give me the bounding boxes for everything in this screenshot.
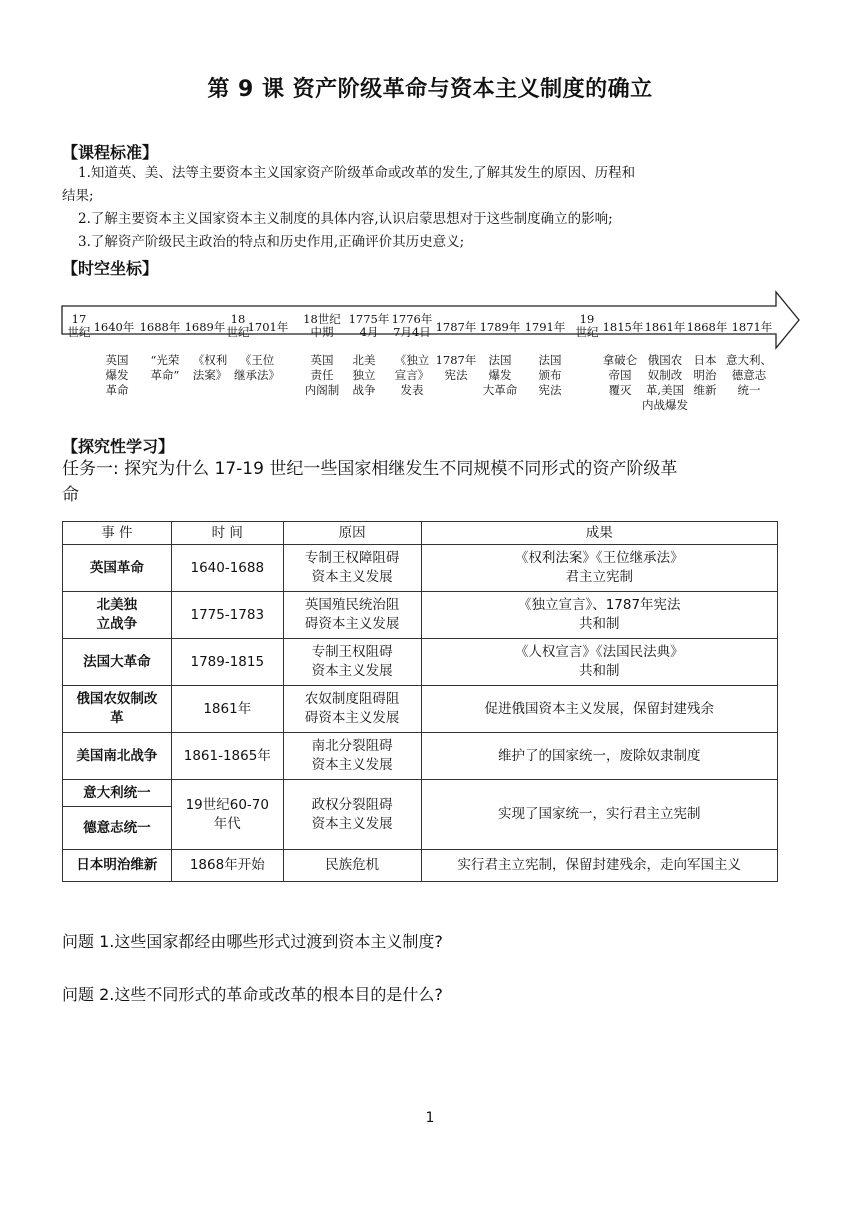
timeline-heading: 【时空坐标】 xyxy=(62,259,159,278)
cell-cause: 民族危机 xyxy=(283,850,421,882)
cell-cause: 专制王权障阻碍 资本主义发展 xyxy=(283,545,421,592)
page-title: 第 9 课 资产阶级革命与资本主义制度的确立 xyxy=(207,77,653,102)
cell-cause: 农奴制度阻碍阻 碍资本主义发展 xyxy=(283,686,421,733)
cell-result: 维护了的国家统一，废除奴隶制度 xyxy=(421,733,777,780)
timeline-year: 1688年 xyxy=(139,320,181,334)
task-one-line1: 任务一: 探究为什么 17-19 世纪一些国家相继发生不同规模不同形式的资产阶级革 xyxy=(62,459,678,479)
cell-result: 实现了国家统一，实行君主立宪制 xyxy=(421,780,777,850)
table-row xyxy=(63,850,778,882)
timeline-year: 1776年 7月4日 xyxy=(391,312,433,339)
timeline-event: 意大利、 德意志 统一 xyxy=(726,353,772,397)
cell-result: 《独立宣言》、1787年宪法 共和制 xyxy=(421,592,777,639)
cell-event: 意大利统一 xyxy=(63,780,172,807)
cell-event: 法国大革命 xyxy=(63,639,172,686)
timeline-year: 1815年 xyxy=(602,320,644,334)
standard-item-2: 2.了解主要资本主义国家资本主义制度的具体内容,认识启蒙思想对于这些制度确立的影响; xyxy=(78,211,613,227)
cell-result: 《人权宣言》《法国民法典》 共和制 xyxy=(421,639,777,686)
timeline-event: 俄国农 奴制改 革,美国 内战爆发 xyxy=(642,353,688,412)
table-row xyxy=(63,592,778,639)
events-table xyxy=(62,521,778,882)
cell-time: 19世纪60-70 年代 xyxy=(171,780,283,850)
timeline-year: 17 世纪 xyxy=(67,312,91,339)
task-one-line2: 命 xyxy=(62,485,79,505)
timeline-year: 1871年 xyxy=(731,320,773,334)
standard-item-1: 1.知道英、美、法等主要资本主义国家资产阶级革命或改革的发生,了解其发生的原因、历程和 xyxy=(78,165,636,181)
inquiry-heading: 【探究性学习】 xyxy=(62,437,175,456)
timeline-event: 《独立 宣言》 发表 xyxy=(394,353,430,397)
timeline-event: “光荣 革命” xyxy=(150,353,180,382)
cell-event: 德意志统一 xyxy=(63,807,172,850)
header-event: 事 件 xyxy=(63,522,172,545)
cell-event: 美国南北战争 xyxy=(63,733,172,780)
page-number: 1 xyxy=(425,1110,435,1126)
timeline-year: 1689年 xyxy=(184,320,226,334)
table-header-row xyxy=(63,522,778,545)
cell-cause: 英国殖民统治阻 碍资本主义发展 xyxy=(283,592,421,639)
timeline-year: 18 世纪 xyxy=(226,312,250,339)
table-row xyxy=(63,780,778,807)
table-row xyxy=(63,686,778,733)
cell-time: 1868年开始 xyxy=(171,850,283,882)
cell-time: 1861年 xyxy=(171,686,283,733)
timeline-year: 1640年 xyxy=(93,320,135,334)
cell-time: 1640-1688 xyxy=(171,545,283,592)
timeline-year: 1861年 xyxy=(644,320,686,334)
cell-event: 俄国农奴制改 革 xyxy=(63,686,172,733)
timeline-event: 日本 明治 维新 xyxy=(693,353,717,397)
standard-item-3: 3.了解资产阶级民主政治的特点和历史作用,正确评价其历史意义; xyxy=(78,234,465,250)
cell-result: 《权利法案》《王位继承法》 君主立宪制 xyxy=(421,545,777,592)
cell-time: 1789-1815 xyxy=(171,639,283,686)
header-time: 时 间 xyxy=(171,522,283,545)
cell-result: 促进俄国资本主义发展，保留封建残余 xyxy=(421,686,777,733)
cell-event: 日本明治维新 xyxy=(63,850,172,882)
timeline-event: 《权利 法案》 xyxy=(192,353,228,382)
table-row xyxy=(63,733,778,780)
question-1: 问题 1.这些国家都经由哪些形式过渡到资本主义制度? xyxy=(62,932,443,951)
timeline-year: 1775年 4月 xyxy=(348,312,390,339)
timeline-year: 1789年 xyxy=(479,320,521,334)
timeline-event: 《王位 继承法》 xyxy=(234,353,280,382)
timeline-year: 18世纪 中期 xyxy=(303,312,341,339)
cell-result: 实行君主立宪制，保留封建残余，走向军国主义 xyxy=(421,850,777,882)
timeline-event: 英国 责任 内阁制 xyxy=(304,353,340,397)
cell-time: 1861-1865年 xyxy=(171,733,283,780)
course-standards-heading: 【课程标准】 xyxy=(62,143,159,162)
timeline-year: 1791年 xyxy=(524,320,566,334)
cell-time: 1775-1783 xyxy=(171,592,283,639)
timeline-event: 1787年 宪法 xyxy=(435,353,477,382)
question-2: 问题 2.这些不同形式的革命或改革的根本目的是什么? xyxy=(62,985,443,1004)
timeline-event: 拿破仑 帝国 覆灭 xyxy=(602,353,638,397)
cell-cause: 专制王权阻碍 资本主义发展 xyxy=(283,639,421,686)
timeline-year: 19 世纪 xyxy=(575,312,599,339)
timeline-event: 法国 爆发 大革命 xyxy=(482,353,518,397)
timeline-year: 1787年 xyxy=(435,320,477,334)
cell-event: 北美独 立战争 xyxy=(63,592,172,639)
timeline-year: 1701年 xyxy=(247,320,289,334)
cell-cause: 南北分裂阻碍 资本主义发展 xyxy=(283,733,421,780)
table-row xyxy=(63,545,778,592)
timeline-event: 北美 独立 战争 xyxy=(352,353,376,397)
header-cause: 原因 xyxy=(283,522,421,545)
cell-event: 英国革命 xyxy=(63,545,172,592)
timeline-event: 英国 爆发 革命 xyxy=(105,353,129,397)
timeline-event: 法国 颁布 宪法 xyxy=(538,353,562,397)
table-row xyxy=(63,639,778,686)
standard-item-1-cont: 结果; xyxy=(62,188,94,204)
timeline-year: 1868年 xyxy=(686,320,728,334)
cell-cause: 政权分裂阻碍 资本主义发展 xyxy=(283,780,421,850)
header-result: 成果 xyxy=(421,522,777,545)
